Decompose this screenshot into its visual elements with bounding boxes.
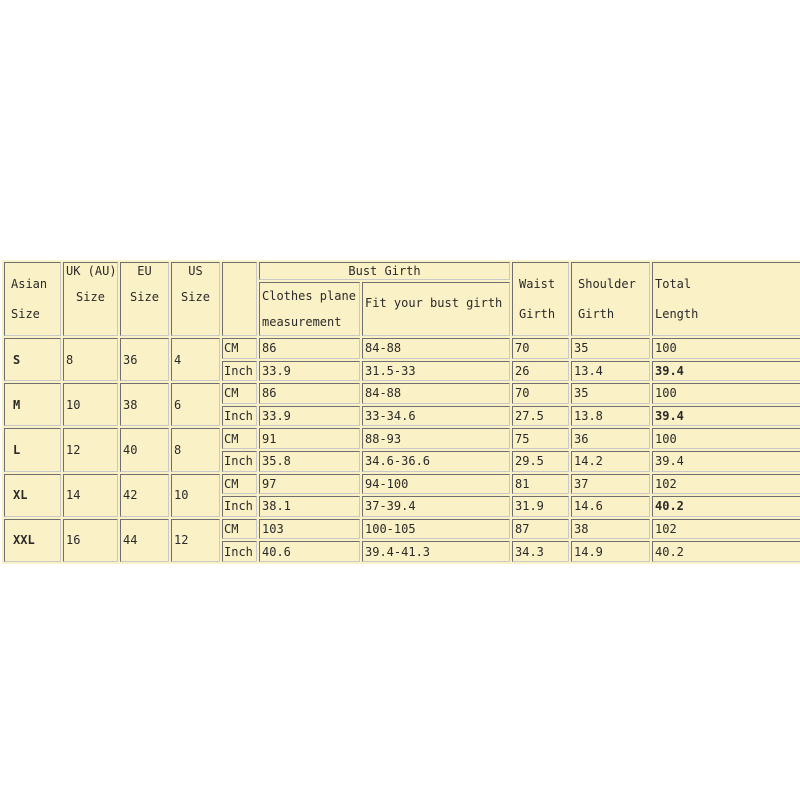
bust-cell: 84-88: [362, 338, 510, 359]
bust-cell: 34.6-36.6: [362, 451, 510, 472]
header-uk-size: [63, 262, 118, 336]
bust-cell: 39.4-41.3: [362, 541, 510, 562]
clothes-cell: 86: [259, 383, 360, 404]
length-cell: 40.2: [652, 541, 800, 562]
shoulder-cell: 14.6: [571, 496, 650, 517]
unit-cell: CM: [222, 519, 257, 540]
header-eu-line1: EU: [137, 264, 152, 278]
header-us-line2: Size: [181, 290, 210, 304]
length-cell: 39.4: [652, 361, 800, 382]
header-us-line1: US: [188, 264, 203, 278]
header-waist-line2: Girth: [519, 307, 556, 321]
size-label: S: [4, 338, 61, 381]
uk-size-cell: 14: [63, 474, 118, 517]
size-table: [2, 260, 800, 564]
table-row: [4, 338, 800, 359]
header-uk-line2: Size: [76, 290, 105, 304]
bust-cell: 88-93: [362, 428, 510, 449]
uk-size-cell: 16: [63, 519, 118, 562]
bust-cell: 84-88: [362, 383, 510, 404]
clothes-cell: 33.9: [259, 361, 360, 382]
us-size-cell: 8: [171, 428, 220, 471]
header-asian-size: [4, 262, 61, 336]
table-row: [4, 383, 800, 404]
eu-size-cell: 38: [120, 383, 169, 426]
bust-cell: 33-34.6: [362, 406, 510, 427]
header-total-length: [652, 262, 800, 336]
table-row: [4, 428, 800, 449]
bust-cell: 100-105: [362, 519, 510, 540]
shoulder-cell: 37: [571, 474, 650, 495]
size-label: XL: [4, 474, 61, 517]
clothes-cell: 86: [259, 338, 360, 359]
unit-cell: Inch: [222, 451, 257, 472]
header-total-line2: Length: [655, 307, 699, 321]
header-eu-size: [120, 262, 169, 336]
header-asian-line2: Size: [11, 307, 40, 321]
us-size-cell: 6: [171, 383, 220, 426]
us-size-cell: 4: [171, 338, 220, 381]
header-clothes-line2: measurement: [262, 315, 342, 329]
waist-cell: 27.5: [512, 406, 569, 427]
unit-cell: Inch: [222, 406, 257, 427]
unit-cell: Inch: [222, 496, 257, 517]
unit-cell: CM: [222, 383, 257, 404]
length-cell: 102: [652, 474, 800, 495]
uk-size-cell: 10: [63, 383, 118, 426]
size-chart: [2, 260, 800, 564]
bust-cell: 94-100: [362, 474, 510, 495]
header-asian-line1: Asian: [11, 277, 48, 291]
waist-cell: 81: [512, 474, 569, 495]
table-row: [4, 474, 800, 495]
shoulder-cell: 13.8: [571, 406, 650, 427]
header-total-line1: Total: [655, 277, 692, 291]
header-bust-girth: Bust Girth: [259, 262, 510, 280]
eu-size-cell: 42: [120, 474, 169, 517]
header-waist-line1: Waist: [519, 277, 556, 291]
header-eu-line2: Size: [130, 290, 159, 304]
length-cell: 100: [652, 428, 800, 449]
us-size-cell: 10: [171, 474, 220, 517]
table-row: [4, 519, 800, 540]
waist-cell: 70: [512, 338, 569, 359]
header-uk-line1: UK (AU): [66, 264, 117, 278]
unit-cell: Inch: [222, 361, 257, 382]
shoulder-cell: 36: [571, 428, 650, 449]
clothes-cell: 35.8: [259, 451, 360, 472]
header-fit-bust: Fit your bust girth: [362, 282, 510, 336]
length-cell: 40.2: [652, 496, 800, 517]
shoulder-cell: 35: [571, 338, 650, 359]
header-row-top: [4, 262, 800, 280]
size-label: XXL: [4, 519, 61, 562]
unit-cell: CM: [222, 428, 257, 449]
header-shoulder-girth: [571, 262, 650, 336]
eu-size-cell: 40: [120, 428, 169, 471]
header-shoulder-line2: Girth: [578, 307, 615, 321]
shoulder-cell: 14.9: [571, 541, 650, 562]
eu-size-cell: 36: [120, 338, 169, 381]
header-clothes-plane: [259, 282, 360, 336]
unit-cell: CM: [222, 474, 257, 495]
length-cell: 39.4: [652, 406, 800, 427]
size-label: L: [4, 428, 61, 471]
bust-cell: 37-39.4: [362, 496, 510, 517]
waist-cell: 70: [512, 383, 569, 404]
shoulder-cell: 13.4: [571, 361, 650, 382]
unit-cell: Inch: [222, 541, 257, 562]
waist-cell: 26: [512, 361, 569, 382]
length-cell: 39.4: [652, 451, 800, 472]
header-unit-blank: [222, 262, 257, 336]
shoulder-cell: 38: [571, 519, 650, 540]
waist-cell: 87: [512, 519, 569, 540]
uk-size-cell: 8: [63, 338, 118, 381]
length-cell: 100: [652, 338, 800, 359]
length-cell: 102: [652, 519, 800, 540]
clothes-cell: 103: [259, 519, 360, 540]
clothes-cell: 38.1: [259, 496, 360, 517]
shoulder-cell: 14.2: [571, 451, 650, 472]
waist-cell: 29.5: [512, 451, 569, 472]
waist-cell: 75: [512, 428, 569, 449]
clothes-cell: 40.6: [259, 541, 360, 562]
header-clothes-line1: Clothes plane: [262, 289, 356, 303]
waist-cell: 31.9: [512, 496, 569, 517]
us-size-cell: 12: [171, 519, 220, 562]
shoulder-cell: 35: [571, 383, 650, 404]
clothes-cell: 91: [259, 428, 360, 449]
length-cell: 100: [652, 383, 800, 404]
uk-size-cell: 12: [63, 428, 118, 471]
header-waist-girth: [512, 262, 569, 336]
unit-cell: CM: [222, 338, 257, 359]
clothes-cell: 33.9: [259, 406, 360, 427]
bust-cell: 31.5-33: [362, 361, 510, 382]
clothes-cell: 97: [259, 474, 360, 495]
eu-size-cell: 44: [120, 519, 169, 562]
waist-cell: 34.3: [512, 541, 569, 562]
header-us-size: [171, 262, 220, 336]
header-shoulder-line1: Shoulder: [578, 277, 636, 291]
size-label: M: [4, 383, 61, 426]
